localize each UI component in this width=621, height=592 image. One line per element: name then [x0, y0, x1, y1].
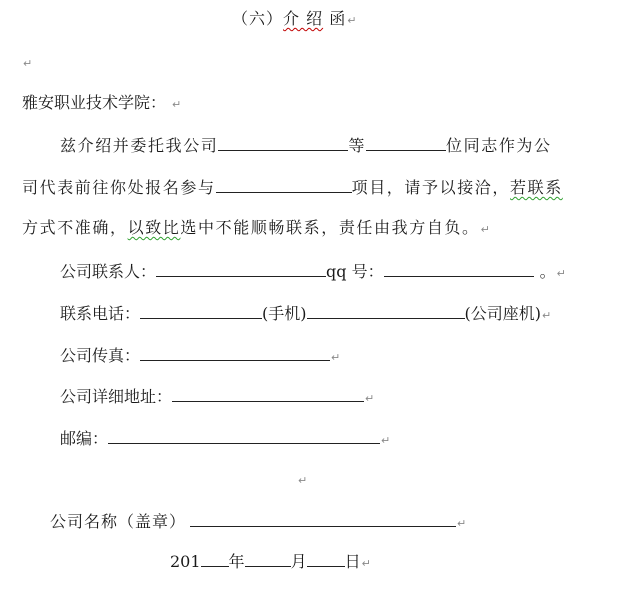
day-input[interactable] — [307, 549, 345, 567]
year-input[interactable] — [201, 549, 229, 567]
body-text: 等 — [348, 136, 367, 155]
postcode-line — [60, 426, 390, 448]
postcode-input[interactable] — [108, 426, 380, 444]
contact-end: 。 — [539, 262, 556, 281]
body-text: 若联系 — [510, 178, 563, 197]
year-unit: 年 — [228, 552, 245, 571]
mobile-label: (手机) — [262, 304, 307, 323]
title-word: 介 绍 — [283, 9, 324, 28]
paragraph-mark-icon: ↵ — [365, 392, 375, 405]
company-seal-input[interactable] — [190, 509, 456, 527]
body-text: 选中不能顺畅联系，责任由我方自负。 — [180, 218, 480, 237]
phone-label: 联系电话： — [60, 304, 141, 323]
body-text: 兹介绍并委托我公司 — [60, 136, 219, 155]
paragraph-mark-icon: ↵ — [23, 57, 33, 70]
day-unit: 日 — [344, 552, 361, 571]
mobile-input[interactable] — [140, 301, 262, 319]
month-unit: 月 — [290, 552, 307, 571]
contact-line — [60, 259, 566, 281]
qq-number-input[interactable] — [384, 259, 534, 277]
paragraph-mark-icon: ↵ — [457, 517, 467, 530]
empty-paragraph — [22, 51, 32, 73]
address-input[interactable] — [172, 384, 364, 402]
fax-input[interactable] — [140, 343, 330, 361]
paragraph-mark-icon: ↵ — [331, 351, 341, 364]
paragraph-mark-icon: ↵ — [480, 223, 492, 236]
address-label: 公司详细地址： — [60, 387, 173, 406]
body-text: 位同志作为公 — [446, 136, 552, 155]
contact-person-input[interactable] — [156, 259, 326, 277]
paragraph-mark-icon: ↵ — [542, 309, 552, 322]
landline-input[interactable] — [307, 301, 465, 319]
body-line-2 — [22, 175, 563, 197]
fax-label: 公司传真： — [60, 346, 141, 365]
addressee-line — [22, 92, 181, 114]
paragraph-mark-icon: ↵ — [347, 14, 358, 27]
postcode-label: 邮编： — [60, 429, 109, 448]
title-prefix: （六） — [232, 9, 284, 28]
qq-label: qq 号： — [326, 262, 384, 281]
company-seal-line — [50, 509, 466, 531]
staff-count-blank[interactable] — [366, 133, 446, 151]
body-line-3 — [22, 217, 491, 239]
fax-line — [60, 343, 340, 365]
paragraph-mark-icon: ↵ — [381, 434, 391, 447]
company-seal-label: 公司名称（盖章） — [50, 512, 187, 531]
paragraph-mark-icon: ↵ — [298, 474, 308, 487]
paragraph-mark-icon: ↵ — [556, 267, 566, 280]
company-name-blank[interactable] — [218, 133, 348, 151]
paragraph-mark-icon: ↵ — [361, 557, 371, 570]
date-line — [170, 549, 371, 571]
phone-line — [60, 301, 551, 323]
year-prefix: 201 — [170, 552, 201, 571]
contact-label: 公司联系人： — [60, 262, 157, 281]
body-text: 项目，请予以接洽， — [351, 178, 511, 197]
addressee: 雅安职业技术学院： — [22, 93, 167, 112]
title-suffix: 函 — [323, 9, 347, 28]
body-text: 以致比 — [127, 218, 181, 237]
landline-label: (公司座机) — [464, 304, 542, 323]
document-title — [232, 8, 357, 30]
month-input[interactable] — [245, 549, 291, 567]
address-line — [60, 384, 374, 406]
empty-paragraph — [297, 468, 307, 490]
body-text: 司代表前往你处报名参与 — [22, 178, 216, 197]
body-text: 方式不准确， — [22, 218, 128, 237]
body-line-1 — [60, 133, 552, 155]
paragraph-mark-icon: ↵ — [172, 98, 182, 111]
project-name-blank[interactable] — [216, 175, 352, 193]
